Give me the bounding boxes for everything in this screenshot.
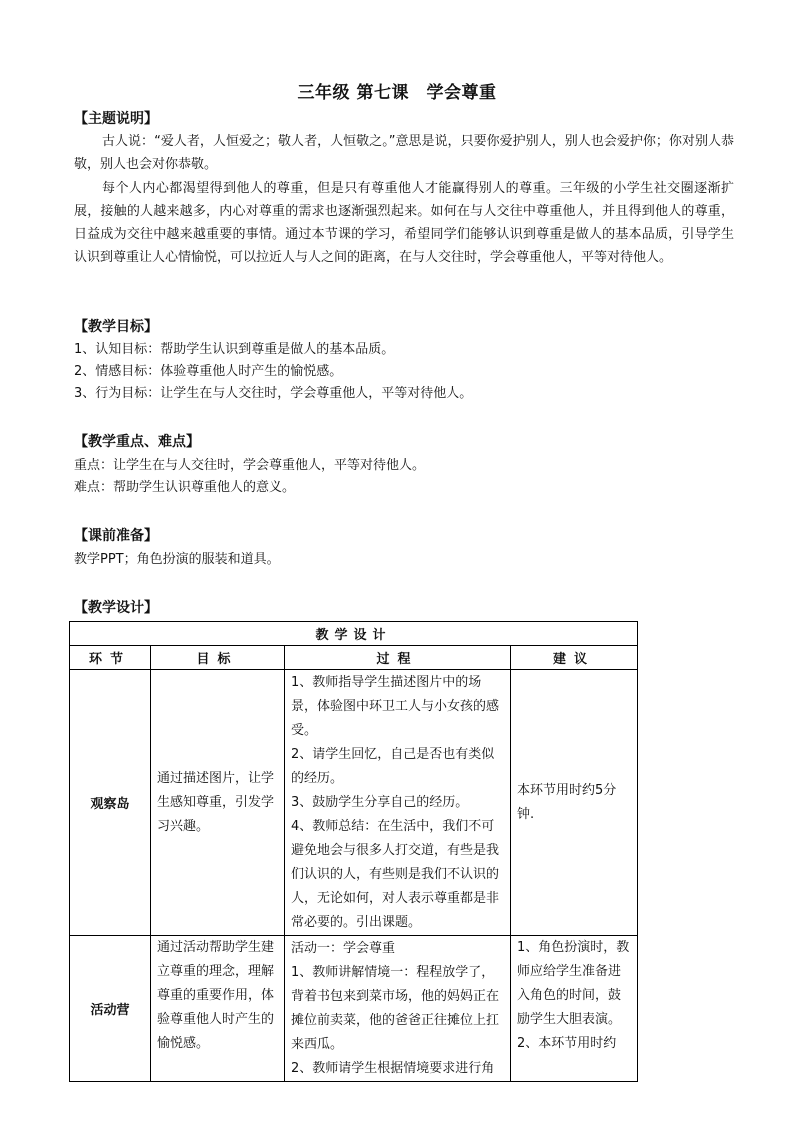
lesson-title: 三年级 第七课 学会尊重 [297, 83, 497, 103]
teaching-design-table [69, 621, 638, 1082]
row-process [285, 936, 511, 1082]
suggestion-item: 1、角色扮演时，教师应给学生准备进入角色的时间，鼓励学生大胆表演。 [517, 940, 630, 1027]
process-step: 3、鼓励学生分享自己的经历。 [291, 795, 469, 810]
suggestion-item: 2、本环节用时约 [517, 1036, 617, 1051]
process-step: 活动一：学会尊重 [291, 941, 396, 956]
process-step: 4、教师总结：在生活中，我们不可避免地会与很多人打交道，有些是我们认识的人，有些则是我们不认识的人，无论如何，对人表示尊重都是非常必要的。引出课题。 [291, 819, 500, 930]
goal-item-1: 1、认知目标：帮助学生认识到尊重是做人的基本品质。 [74, 342, 395, 357]
keypoint-focus: 重点：让学生在与人交往时，学会尊重他人，平等对待他人。 [74, 458, 426, 473]
process-step: 2、请学生回忆，自己是否也有类似的经历。 [291, 747, 495, 786]
keypoints-heading: 【教学重点、难点】 [74, 434, 200, 450]
goal-item-2: 2、情感目标：体验尊重他人时产生的愉悦感。 [74, 364, 343, 379]
row-section: 活动营 [70, 936, 151, 1082]
header-section: 环节 [70, 646, 151, 670]
theme-paragraph-2: 每个人内心都渴望得到他人的尊重，但是只有尊重他人才能赢得别人的尊重。三年级的小学生社交圈逐渐扩展，接触的人越来越多，内心对尊重的需求也逐渐强烈起来。如何在与人交往中尊重他人，并且得到他人的尊重，日益成为交往中越来越重要的事情。通过本节课的学习，希望同学们能够认识到尊重是做人的基本品质，引导学生认识到尊重让人心情愉悦，可以拉近人与人之间的距离，在与人交往时，学会尊重他人，平等对待他人。 [74, 181, 734, 265]
table-row [70, 936, 638, 1082]
process-step: 1、教师指导学生描述图片中的场景，体验图中环卫工人与小女孩的感受。 [291, 675, 500, 738]
keypoint-difficulty: 难点：帮助学生认识尊重他人的意义。 [74, 480, 296, 495]
prep-text: 教学PPT；角色扮演的服装和道具。 [74, 552, 280, 567]
header-goal: 目标 [151, 646, 285, 670]
table-caption: 教学设计 [70, 622, 638, 646]
row-section: 观察岛 [70, 670, 151, 936]
header-suggestion: 建议 [511, 646, 638, 670]
prep-heading: 【课前准备】 [74, 528, 158, 544]
row-goal: 通过活动帮助学生建立尊重的理念，理解尊重的重要作用，体验尊重他人时产生的愉悦感。 [151, 936, 285, 1082]
goal-item-3: 3、行为目标：让学生在与人交往时，学会尊重他人，平等对待他人。 [74, 386, 473, 401]
suggestion-item: 本环节用时约5分钟. [517, 782, 617, 822]
row-suggestion [511, 670, 638, 936]
theme-paragraph-1: 古人说：“爱人者，人恒爱之；敬人者，人恒敬之。”意思是说，只要你爱护别人，别人也会爱护你；你对别人恭敬，别人也会对你恭敬。 [74, 134, 734, 172]
process-step: 1、教师讲解情境一：程程放学了，背着书包来到菜市场，他的妈妈正在摊位前卖菜，他的爸爸正往摊位上扛来西瓜。 [291, 965, 500, 1052]
process-step: 2、教师请学生根据情境要求进行角 [291, 1061, 495, 1076]
row-suggestion [511, 936, 638, 1082]
design-heading: 【教学设计】 [74, 600, 158, 616]
row-goal: 通过描述图片，让学生感知尊重，引发学习兴趣。 [151, 670, 285, 936]
header-process: 过程 [285, 646, 511, 670]
row-process [285, 670, 511, 936]
goals-heading: 【教学目标】 [74, 319, 158, 335]
table-row [70, 670, 638, 936]
theme-heading: 【主题说明】 [74, 111, 158, 127]
